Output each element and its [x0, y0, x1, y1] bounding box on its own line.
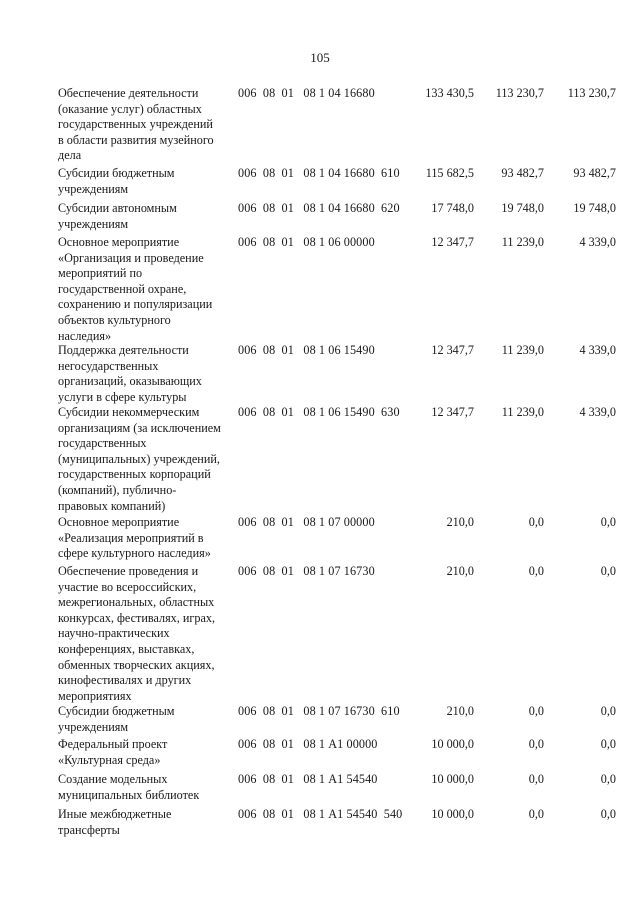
row-name: Создание модельных муниципальных библиотек: [58, 772, 200, 802]
row-value-1: 12 347,7: [431, 343, 474, 357]
page-number: 105: [310, 50, 330, 65]
row-code: 006 08 01 08 1 06 00000: [238, 235, 375, 249]
row-name: Обеспечение проведения и участие во всероссийских, межрегиональных, областных конкурсах, фестивалях, играх, научно-практических конференциях, выставках, обменных творческих акциях, кинофестивалях и других мероприятиях: [58, 564, 216, 703]
row-value-2: 11 239,0: [501, 343, 544, 357]
row-value-3: 0,0: [600, 704, 616, 718]
row-value-2: 0,0: [528, 772, 544, 786]
row-value-3: 0,0: [600, 737, 616, 751]
row-code: 006 08 01 08 1 06 15490: [238, 343, 375, 357]
row-value-1: 10 000,0: [431, 737, 474, 751]
row-value-1: 210,0: [446, 564, 474, 578]
row-value-2: 0,0: [528, 807, 544, 821]
row-name: Субсидии бюджетным учреждениям: [58, 704, 175, 734]
row-code: 006 08 01 08 1 А1 54540: [238, 772, 378, 786]
row-code: 006 08 01 08 1 04 16680: [238, 86, 375, 100]
row-value-2: 19 748,0: [501, 201, 544, 215]
row-name: Субсидии бюджетным учреждениям: [58, 166, 175, 196]
row-name: Субсидии автономным учреждениям: [58, 201, 177, 231]
row-value-3: 0,0: [600, 807, 616, 821]
row-value-2: 93 482,7: [501, 166, 544, 180]
row-code: 006 08 01 08 1 06 15490 630: [238, 405, 400, 419]
row-name: Субсидии некоммерческим организациям (за исключением государственных (муниципальных) учреждений, государственных корпораций (компаний), публично- правовых компаний): [58, 405, 221, 513]
row-name: Поддержка деятельности негосударственных организаций, оказывающих услуги в сфере культуры: [58, 343, 202, 404]
row-value-1: 10 000,0: [431, 807, 474, 821]
row-value-2: 0,0: [528, 515, 544, 529]
row-name: Федеральный проект «Культурная среда»: [58, 737, 168, 767]
row-value-1: 17 748,0: [431, 201, 474, 215]
row-value-1: 210,0: [446, 704, 474, 718]
row-value-2: 11 239,0: [501, 405, 544, 419]
row-value-2: 0,0: [528, 704, 544, 718]
row-value-1: 210,0: [446, 515, 474, 529]
row-code: 006 08 01 08 1 А1 00000: [238, 737, 378, 751]
row-value-3: 4 339,0: [579, 405, 616, 419]
row-code: 006 08 01 08 1 07 16730: [238, 564, 375, 578]
row-value-3: 113 230,7: [567, 86, 616, 100]
row-name: Иные межбюджетные трансферты: [58, 807, 172, 837]
row-value-3: 0,0: [600, 515, 616, 529]
row-value-3: 93 482,7: [573, 166, 616, 180]
row-value-3: 4 339,0: [579, 343, 616, 357]
row-code: 006 08 01 08 1 04 16680 620: [238, 201, 400, 215]
row-code: 006 08 01 08 1 07 16730 610: [238, 704, 400, 718]
row-value-3: 0,0: [600, 564, 616, 578]
row-code: 006 08 01 08 1 04 16680 610: [238, 166, 400, 180]
row-value-2: 11 239,0: [501, 235, 544, 249]
row-name: Основное мероприятие «Организация и проведение мероприятий по государственной охране, сохранению и популяризации объектов культурного наследия»: [58, 235, 213, 343]
row-value-3: 4 339,0: [579, 235, 616, 249]
row-value-1: 10 000,0: [431, 772, 474, 786]
row-value-1: 12 347,7: [431, 405, 474, 419]
row-code: 006 08 01 08 1 07 00000: [238, 515, 375, 529]
row-value-2: 0,0: [528, 737, 544, 751]
row-name: Обеспечение деятельности (оказание услуг) областных государственных учреждений в области развития музейного дела: [58, 86, 214, 163]
row-name: Основное мероприятие «Реализация мероприятий в сфере культурного наследия»: [58, 515, 211, 561]
row-value-2: 0,0: [528, 564, 544, 578]
row-value-2: 113 230,7: [495, 86, 544, 100]
row-value-3: 0,0: [600, 772, 616, 786]
row-value-3: 19 748,0: [573, 201, 616, 215]
row-value-1: 115 682,5: [425, 166, 474, 180]
row-value-1: 12 347,7: [431, 235, 474, 249]
row-value-1: 133 430,5: [425, 86, 474, 100]
row-code: 006 08 01 08 1 А1 54540 540: [238, 807, 403, 821]
